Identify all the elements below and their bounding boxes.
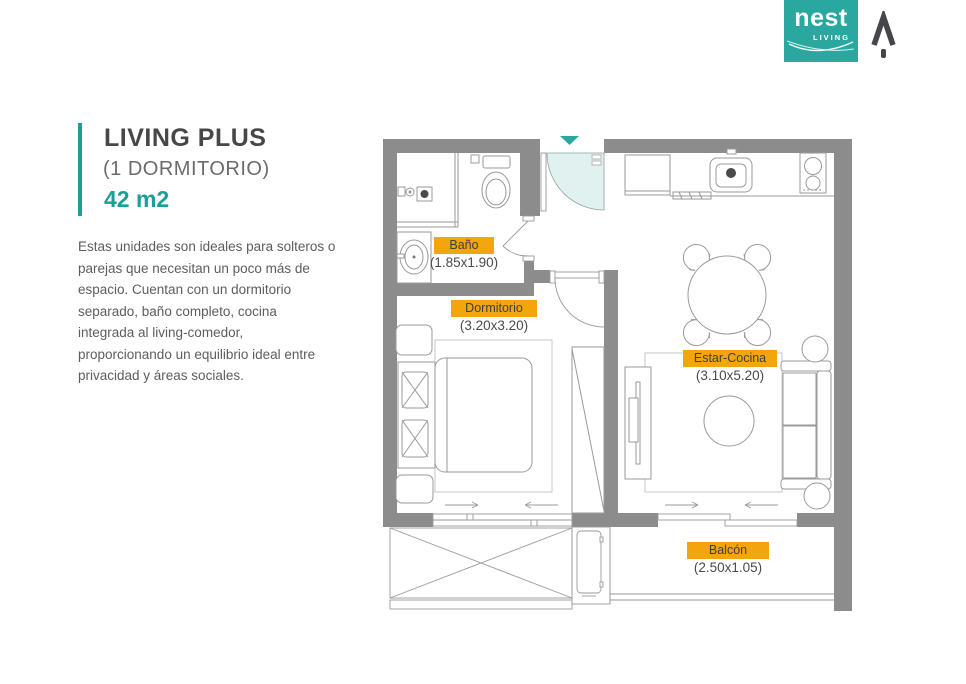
- side-table-bottom: [804, 483, 830, 509]
- living-sliding-door: [658, 502, 797, 526]
- entrance-marker-icon: [560, 136, 579, 145]
- toilet: [471, 155, 510, 208]
- tv-unit: [625, 367, 651, 479]
- wardrobe: [572, 347, 604, 513]
- cooktop: [800, 153, 826, 193]
- dining-table: [688, 256, 766, 334]
- room-label-dormitorio: Dormitorio: [451, 300, 537, 317]
- nest-swoosh-icon: [784, 40, 858, 60]
- unit-subtitle: (1 DORMITORIO): [103, 158, 270, 180]
- room-dims-estar-cocina: (3.10x5.20): [695, 368, 765, 383]
- bedroom-window: [433, 502, 572, 526]
- brand-logo-subtext: LIVING: [812, 33, 850, 42]
- room-dims-dormitorio: (3.20x3.20): [459, 318, 529, 333]
- unit-description: Estas unidades son ideales para solteros o parejas que necesitan un poco más de espacio. Cuentan con un dormitorio separado, baño completo, cocina integrada al living-comedor, proporcionando un equilibrio ideal entre privacidad y áreas sociales.: [78, 239, 336, 383]
- kitchen-sink: [710, 149, 752, 192]
- coffee-table: [704, 396, 754, 446]
- shower: [397, 153, 458, 227]
- unit-area: 42 m2: [104, 186, 170, 212]
- room-dims-balcon: (2.50x1.05): [693, 560, 763, 575]
- unit-title: LIVING PLUS: [104, 124, 267, 152]
- room-label-bano: Baño: [434, 237, 494, 254]
- bathroom-door: [503, 216, 534, 261]
- room-label-balcon: Balcón: [687, 542, 769, 559]
- partner-a-logo-icon: [868, 11, 900, 59]
- room-label-estar-cocina: Estar-Cocina: [683, 350, 777, 367]
- brand-logo: [784, 0, 858, 62]
- bedroom-door: [550, 271, 604, 327]
- brand-logo-text: nest: [794, 4, 848, 32]
- nightstand-top: [396, 325, 432, 355]
- side-table-top: [802, 336, 828, 362]
- bed: [396, 325, 532, 503]
- accent-bar: [78, 123, 82, 216]
- nightstand-bottom: [396, 475, 433, 503]
- planter-box: [390, 528, 572, 609]
- floor-plan: [383, 130, 853, 612]
- fridge: [625, 155, 670, 195]
- ac-unit: [572, 527, 610, 604]
- room-dims-bano: (1.85x1.90): [429, 255, 499, 270]
- sofa: [781, 361, 831, 489]
- entrance-door: [541, 153, 604, 211]
